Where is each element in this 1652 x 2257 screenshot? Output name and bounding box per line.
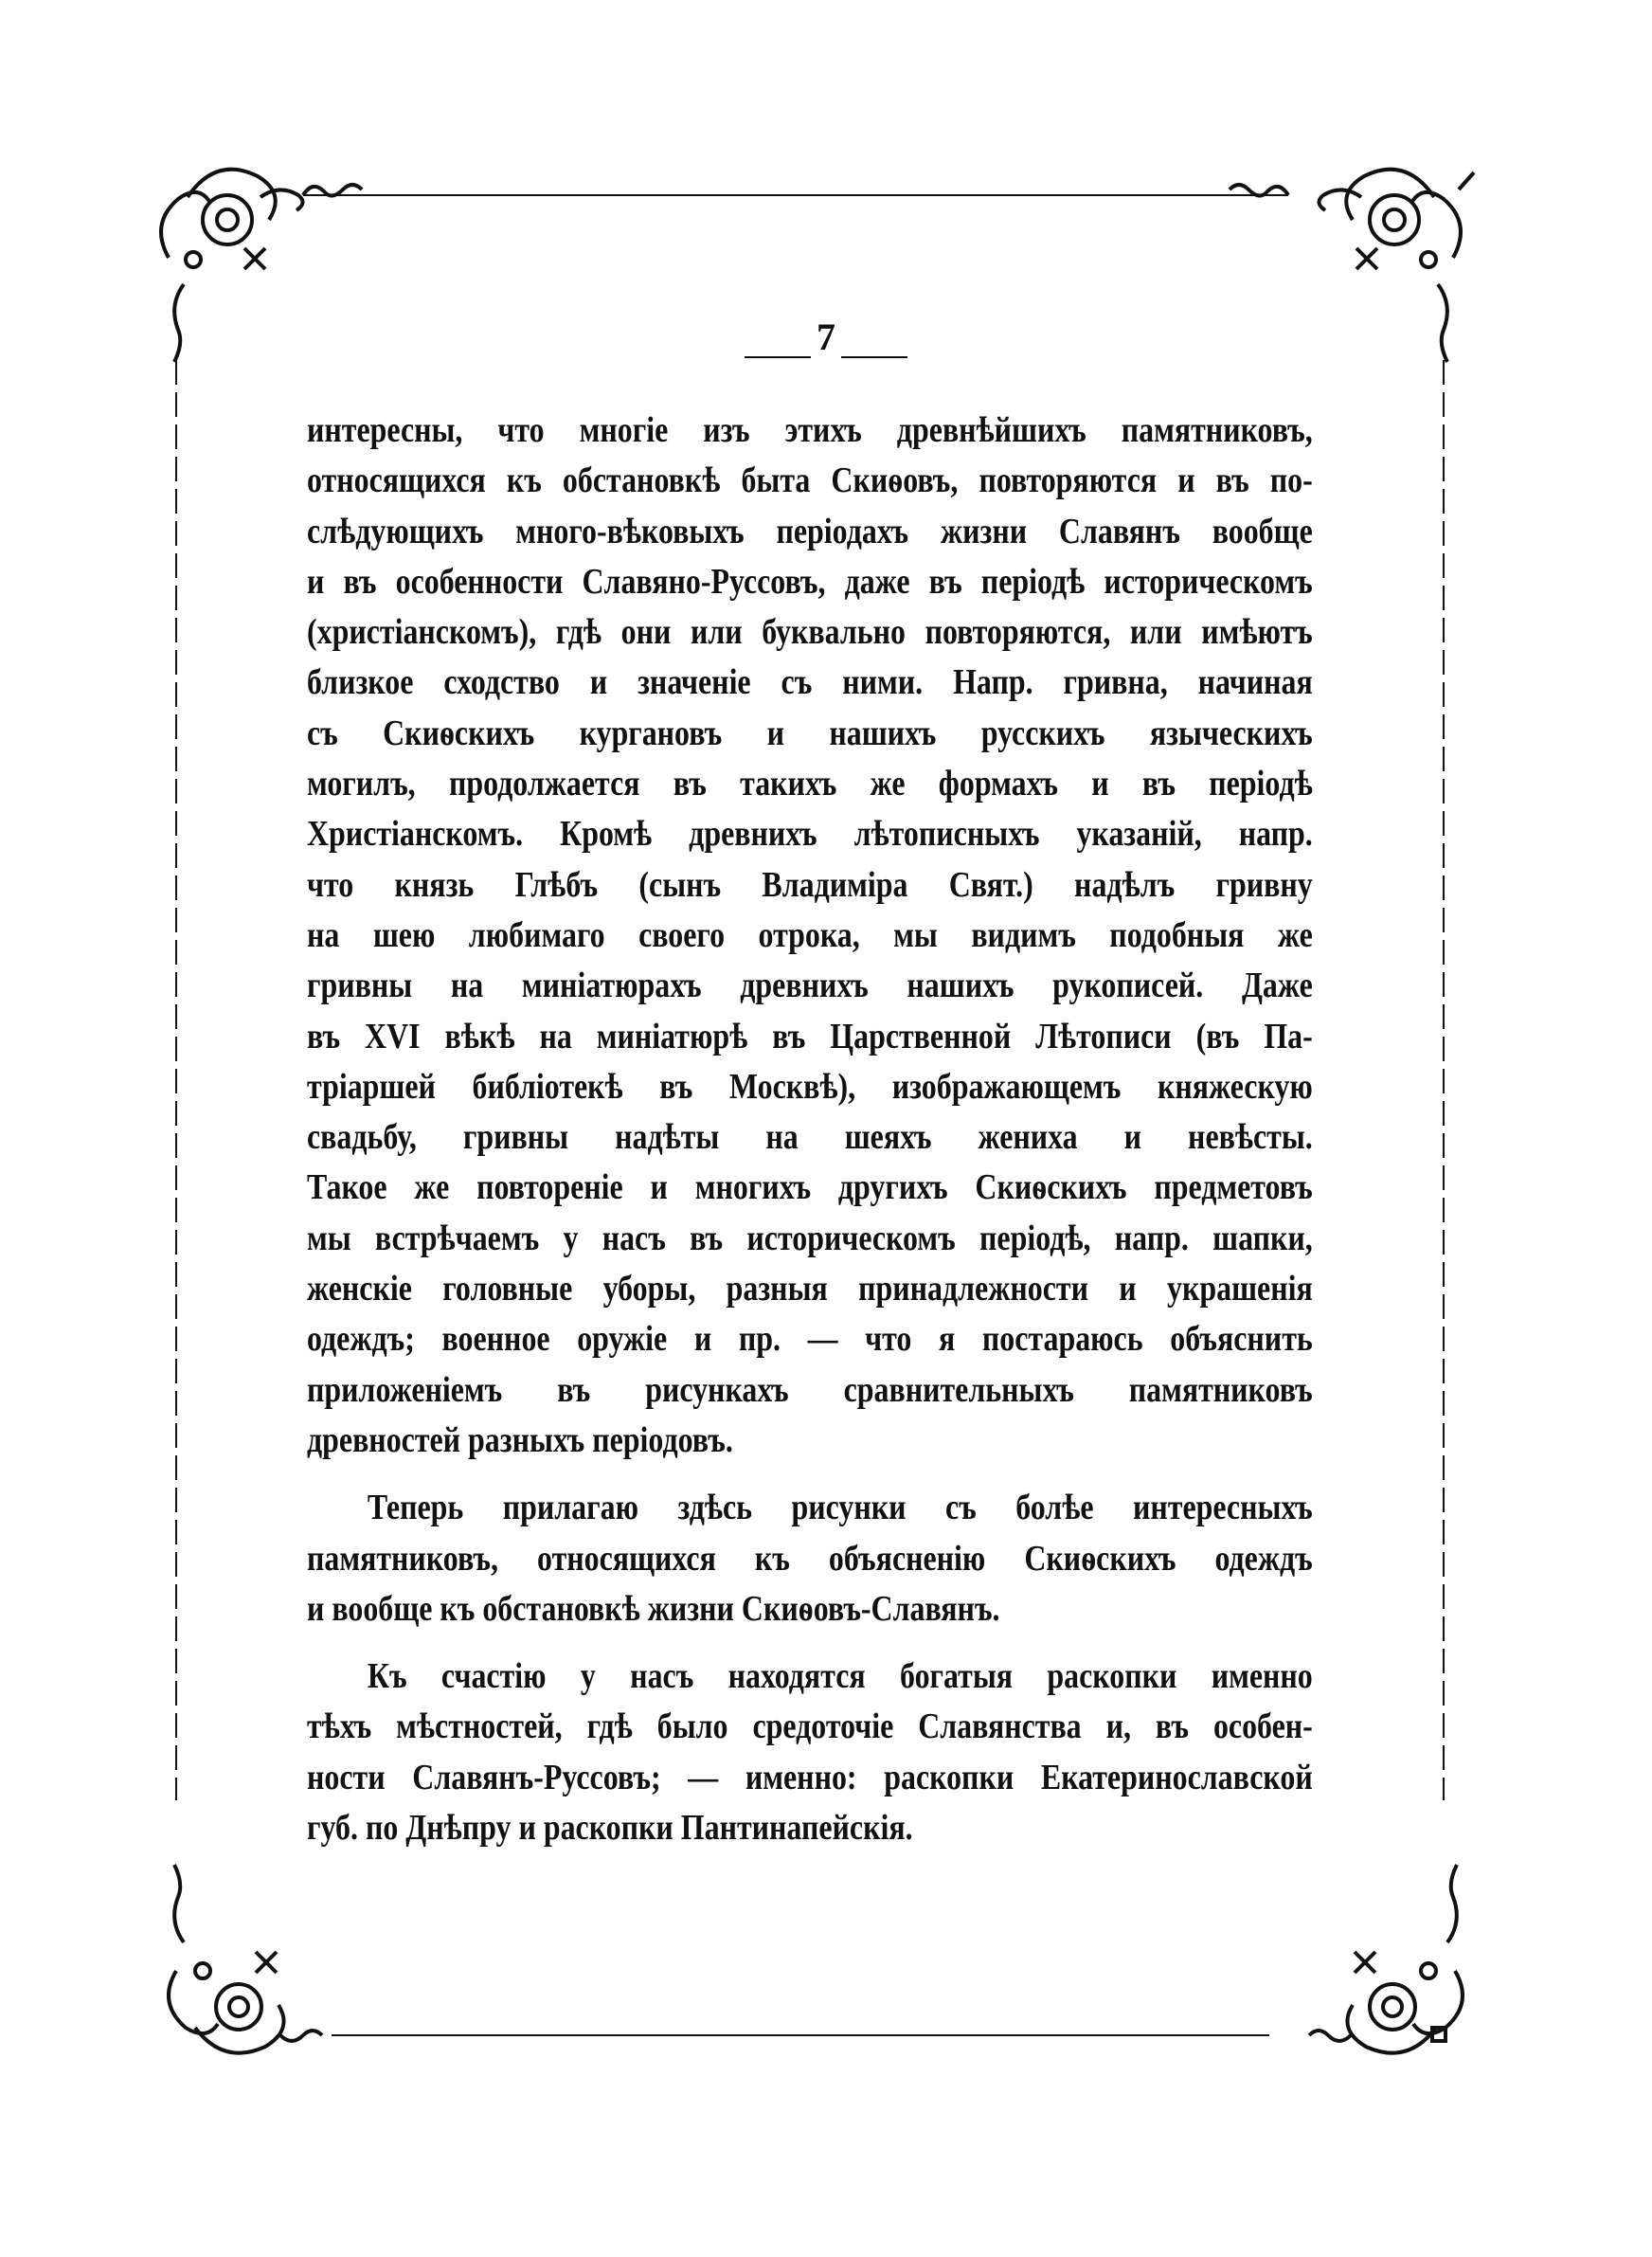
corner-ornament-bottom-left-icon — [169, 1865, 322, 2053]
text-line: Къ счастію у насъ находятся богатыя раскопки именно — [367, 1656, 1313, 1697]
page-number-rule-left — [745, 356, 811, 358]
text-line: Теперь прилагаю здѣсь рисунки съ болѣе интересныхъ — [367, 1488, 1313, 1528]
text-line: ности Славянъ-Руссовъ; — именно: раскопки Екатеринославской — [307, 1757, 1313, 1797]
text-line: и въ особенности Славяно-Руссовъ, даже въ періодѣ историческомъ — [307, 561, 1313, 602]
page-number: 7 — [817, 316, 835, 358]
text-line: женскіе головные уборы, разныя принадлежности и украшенія — [307, 1269, 1313, 1309]
text-line: Христіанскомъ. Кромѣ древнихъ лѣтописныхъ указаній, напр. — [307, 814, 1313, 855]
text-line: (христіанскомъ), гдѣ они или буквально повторяются, или имѣютъ — [307, 612, 1313, 653]
text-line: Такое же повтореніе и многихъ другихъ Скиѳскихъ предметовъ — [307, 1167, 1313, 1208]
body-text — [307, 406, 1313, 1853]
text-line: относящихся къ обстановкѣ быта Скиѳовъ, повторяются и въ по- — [307, 460, 1313, 501]
page-number-rule-right — [841, 356, 907, 358]
text-line: приложеніемъ въ рисункахъ сравнительныхъ памятниковъ — [307, 1369, 1313, 1410]
text-line: съ Скиѳскихъ кургановъ и нашихъ русскихъ языческихъ — [307, 713, 1313, 753]
text-line: губ. по Днѣпру и раскопки Пантинапейскія. — [307, 1808, 913, 1849]
text-line: на шею любимаго своего отрока, мы видимъ подобныя же — [307, 914, 1313, 955]
text-line: гривны на миніатюрахъ древнихъ нашихъ рукописей. Даже — [307, 966, 1313, 1006]
text-line: тріаршей библіотекѣ въ Москвѣ), изображающемъ княжескую — [307, 1066, 1313, 1107]
text-line: слѣдующихъ много-вѣковыхъ періодахъ жизни Славянъ вообще — [307, 511, 1313, 551]
paragraph-gap — [307, 1634, 1313, 1652]
corner-ornament-bottom-right-icon — [1309, 1865, 1463, 2053]
text-line: могилъ, продолжается въ такихъ же формахъ и въ періодѣ — [307, 764, 1313, 804]
paragraph-gap — [307, 1466, 1313, 1483]
text-line: мы встрѣчаемъ у насъ въ историческомъ періодѣ, напр. шапки, — [307, 1218, 1313, 1258]
text-line: одеждъ; военное оружіе и пр. — что я постараюсь объяснить — [307, 1319, 1313, 1360]
text-line: свадьбу, гривны надѣты на шеяхъ жениха и невѣсты. — [307, 1117, 1313, 1158]
text-line: памятниковъ, относящихся къ объясненію Скиѳскихъ одеждъ — [307, 1538, 1313, 1579]
text-line: близкое сходство и значеніе съ ними. Напр. гривна, начиная — [307, 662, 1313, 703]
text-line: интересны, что многіе изъ этихъ древнѣйшихъ памятниковъ, — [307, 410, 1313, 450]
text-line: тѣхъ мѣстностей, гдѣ было средоточіе Славянства и, въ особен- — [307, 1706, 1313, 1747]
text-line: въ XVI вѣкѣ на миніатюрѣ въ Царственной Лѣтописи (въ Па- — [307, 1016, 1313, 1056]
text-line: и вообще къ обстановкѣ жизни Скиѳовъ-Славянъ. — [307, 1588, 1000, 1629]
text-line: древностей разныхъ періодовъ. — [307, 1419, 733, 1460]
text-line: что князь Глѣбъ (сынъ Владиміра Свят.) надѣлъ гривну — [307, 864, 1313, 905]
